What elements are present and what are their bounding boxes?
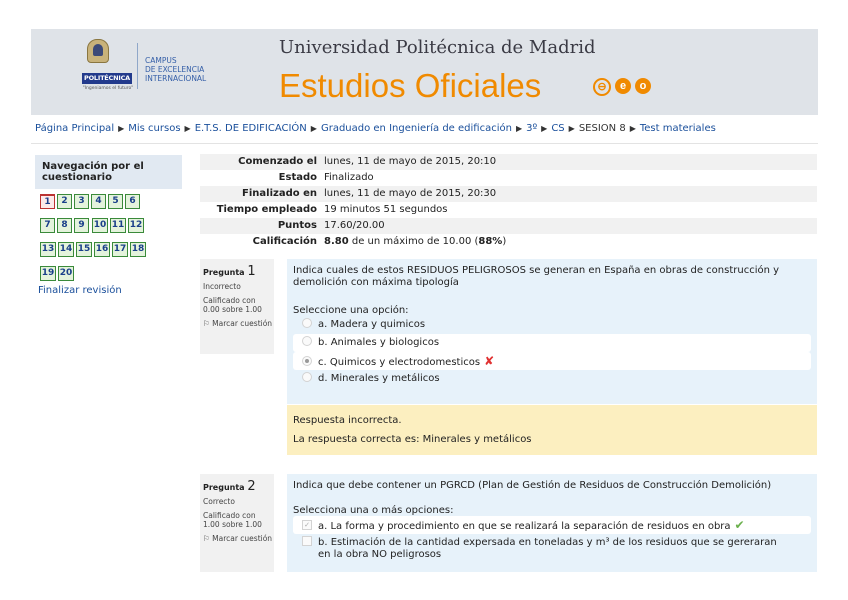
radio-button[interactable] — [302, 336, 312, 346]
logo-tagline: "Ingeniamos el futuro" — [82, 86, 134, 91]
breadcrumb-separator-icon: ▶ — [118, 124, 125, 133]
breadcrumb-separator-icon: ▶ — [568, 124, 575, 133]
summary-label: Calificación — [252, 236, 317, 247]
summary-label: Tiempo empleado — [216, 204, 317, 215]
question-nav-button[interactable]: 19 — [40, 266, 56, 281]
question-2-content — [287, 474, 817, 572]
question-1-option-c[interactable] — [293, 352, 811, 370]
question-nav-button[interactable]: 13 — [40, 242, 56, 257]
summary-row-started — [200, 154, 817, 170]
question-2-option-b[interactable] — [293, 534, 811, 561]
flag-icon: ⚐ — [203, 534, 210, 543]
question-nav-button[interactable]: 17 — [112, 242, 128, 257]
flag-icon: ⚐ — [203, 319, 210, 328]
quiz-navigation — [35, 155, 182, 302]
o-circle-icon[interactable]: o — [635, 78, 651, 94]
question-nav-button[interactable]: 6 — [125, 194, 140, 209]
question-2-flag[interactable] — [203, 534, 274, 543]
summary-label: Finalizado en — [242, 188, 317, 199]
summary-value: Finalizado — [324, 172, 374, 183]
question-label: Pregunta — [203, 268, 245, 277]
question-2-title — [203, 479, 274, 494]
question-1-option-a[interactable] — [293, 316, 811, 334]
feedback-correct-answer: La respuesta correcta es: Minerales y metálicos — [293, 434, 532, 445]
question-2-grade: Calificado con 1.00 sobre 1.00 — [203, 511, 262, 529]
question-nav-button[interactable]: 5 — [108, 194, 123, 209]
question-nav-button[interactable]: 8 — [57, 218, 72, 233]
breadcrumb-item[interactable]: Test materiales — [639, 123, 716, 134]
grade-max-text: de un máximo de 10.00 ( — [348, 236, 479, 247]
incorrect-x-icon: ✘ — [484, 354, 495, 368]
question-2-state: Correcto — [203, 497, 235, 506]
question-2-option-a[interactable] — [293, 516, 811, 534]
radio-button[interactable] — [302, 318, 312, 328]
question-1-info — [200, 259, 274, 354]
arrow-circle-icon[interactable]: ⊖ — [593, 78, 611, 96]
question-nav-button[interactable]: 4 — [91, 194, 106, 209]
summary-label: Puntos — [277, 220, 317, 231]
question-nav-button[interactable]: 15 — [76, 242, 92, 257]
grade-value: 8.80 — [324, 236, 349, 247]
question-number: 1 — [247, 264, 256, 279]
breadcrumb-separator-icon: ▶ — [541, 124, 548, 133]
summary-row-grade — [200, 234, 817, 250]
question-1-option-d[interactable] — [293, 370, 811, 388]
question-nav-button[interactable]: 7 — [40, 218, 55, 233]
question-2-info — [200, 474, 274, 572]
site-header — [31, 29, 818, 115]
quiz-navigation-title: Navegación por el cuestionario — [35, 155, 182, 189]
checkbox[interactable] — [302, 536, 312, 546]
question-2-prompt: Selecciona una o más opciones: — [293, 505, 454, 516]
flag-label: Marcar cuestión — [212, 319, 273, 328]
breadcrumb-separator-icon: ▶ — [184, 124, 191, 133]
breadcrumb-separator-icon: ▶ — [515, 124, 523, 133]
radio-button[interactable] — [302, 372, 312, 382]
question-nav-button[interactable]: 11 — [110, 218, 126, 233]
breadcrumb-item[interactable]: Graduado en Ingeniería de edificación — [320, 123, 512, 134]
attempt-summary-table — [200, 154, 817, 250]
university-title: Universidad Politécnica de Madrid — [279, 37, 596, 58]
question-2-text: Indica que debe contener un PGRCD (Plan de Gestión de Residuos de Construcción Demolición) — [293, 480, 772, 491]
grade-percent: 88% — [478, 236, 503, 247]
question-nav-button[interactable]: 2 — [57, 194, 72, 209]
breadcrumb-separator-icon: ▶ — [310, 124, 317, 133]
option-label: a. Madera y quimicos — [318, 319, 426, 330]
breadcrumb-item[interactable]: Mis cursos — [128, 123, 181, 134]
breadcrumb-item[interactable]: Página Principal — [35, 123, 115, 134]
checkbox-checked[interactable]: ✓ — [302, 520, 312, 530]
question-nav-button[interactable]: 10 — [92, 218, 108, 233]
question-nav-button[interactable]: 9 — [74, 218, 89, 233]
option-label: b. Animales y biologicos — [318, 337, 440, 348]
flag-label: Marcar cuestión — [212, 534, 273, 543]
question-1-text: Indica cuales de estos RESIDUOS PELIGROSOS se generan en España en obras de construcción y demolición con máxima tipología — [293, 265, 780, 288]
campus-line-1: CAMPUS — [145, 56, 177, 65]
question-label: Pregunta — [203, 483, 245, 492]
feedback-result: Respuesta incorrecta. — [293, 415, 402, 426]
finish-review-link[interactable]: Finalizar revisión — [38, 285, 122, 296]
radio-button-selected[interactable] — [302, 356, 312, 366]
option-label: c. Quimicos y electrodomesticos — [318, 357, 481, 368]
summary-row-state — [200, 170, 817, 186]
breadcrumb-item[interactable]: E.T.S. DE EDIFICACIÓN — [194, 123, 307, 134]
option-label: a. La forma y procedimiento en que se realizará la separación de residuos en obra — [318, 521, 731, 532]
summary-row-points — [200, 218, 817, 234]
summary-value: lunes, 11 de mayo de 2015, 20:10 — [324, 156, 497, 167]
summary-label: Estado — [278, 172, 317, 183]
breadcrumb-separator-icon: ▶ — [629, 124, 636, 133]
summary-value: 17.60/20.00 — [324, 220, 385, 231]
logo-divider — [137, 43, 138, 89]
section-title: Estudios Oficiales — [279, 67, 542, 104]
question-1-flag[interactable] — [203, 319, 274, 328]
question-1-feedback — [287, 405, 817, 455]
summary-value — [317, 234, 506, 250]
question-1-grade: Calificado con 0.00 sobre 1.00 — [203, 296, 262, 314]
summary-value: 19 minutos 51 segundos — [324, 204, 448, 215]
summary-value: lunes, 11 de mayo de 2015, 20:30 — [324, 188, 497, 199]
question-nav-button[interactable]: 16 — [94, 242, 110, 257]
summary-row-finished — [200, 186, 817, 202]
question-nav-button[interactable]: 14 — [58, 242, 74, 257]
option-label: b. Estimación de la cantidad expersada en toneladas y m³ de los residuos que se gereraran en la obra NO peligrosos — [318, 537, 777, 560]
correct-check-icon: ✔ — [734, 518, 745, 532]
summary-row-time-taken — [200, 202, 817, 218]
breadcrumb-item: SESION 8 — [578, 123, 626, 134]
question-nav-button[interactable]: 3 — [74, 194, 89, 209]
option-label: d. Minerales y metálicos — [318, 373, 440, 384]
question-nav-button[interactable]: 1 — [40, 194, 55, 209]
upm-crest-icon — [87, 39, 109, 63]
breadcrumb-item[interactable]: CS — [551, 123, 565, 134]
question-1-title — [203, 264, 274, 279]
question-1-option-b[interactable] — [293, 334, 811, 352]
question-number: 2 — [247, 479, 256, 494]
summary-label: Comenzado el — [238, 156, 317, 167]
question-nav-button[interactable]: 18 — [130, 242, 146, 257]
campus-excelencia-logo[interactable] — [145, 56, 206, 83]
question-nav-button[interactable]: 20 — [58, 266, 74, 281]
question-1-prompt: Seleccione una opción: — [293, 305, 409, 316]
question-1-state: Incorrecto — [203, 282, 241, 291]
breadcrumb — [35, 123, 716, 134]
campus-line-2: DE EXCELENCIA — [145, 65, 205, 74]
politecnica-logo[interactable]: POLITÉCNICA — [82, 73, 132, 84]
breadcrumb-divider — [31, 143, 818, 144]
breadcrumb-item[interactable]: 3º — [526, 123, 538, 134]
question-1-content — [287, 259, 817, 404]
campus-line-3: INTERNACIONAL — [145, 74, 207, 83]
question-nav-button[interactable]: 12 — [128, 218, 144, 233]
grade-close-paren: ) — [502, 236, 507, 247]
e-circle-icon[interactable]: e — [615, 78, 631, 94]
